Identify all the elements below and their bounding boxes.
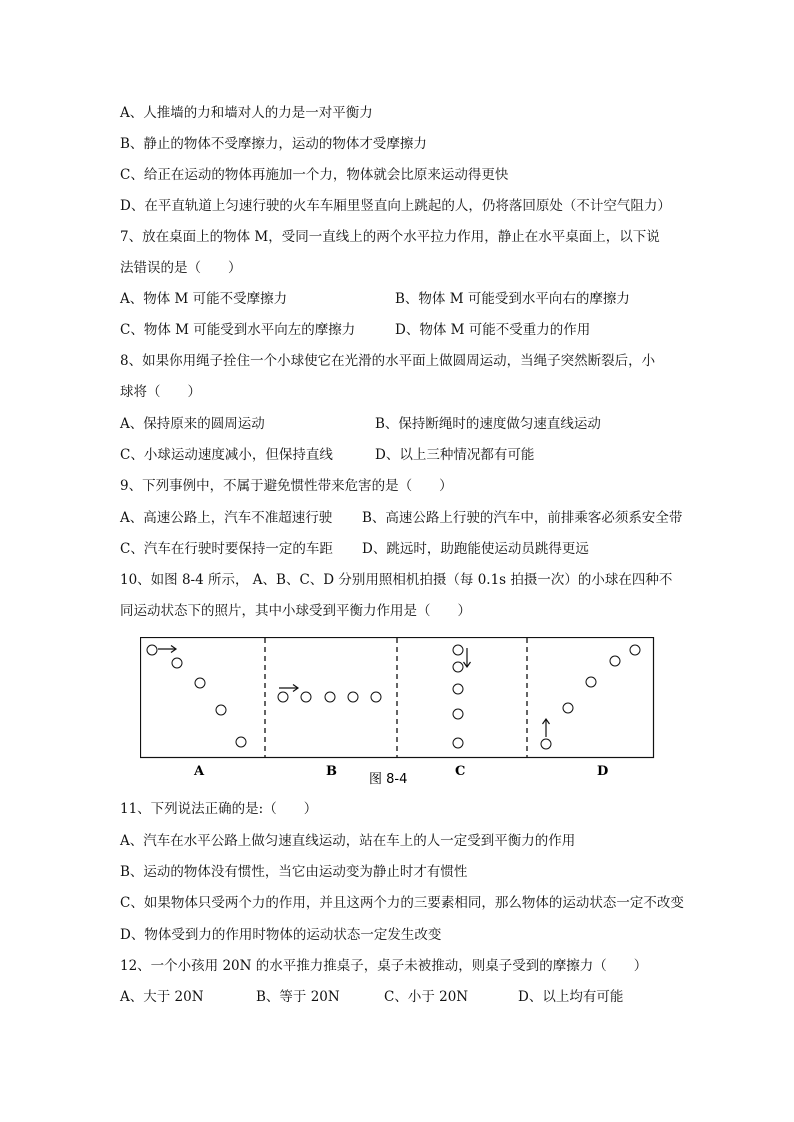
q11-option-d: D、物体受到力的作用时物体的运动状态一定发生改变 xyxy=(120,927,442,943)
panel-c-balls xyxy=(453,645,463,748)
q11-option-b: B、运动的物体没有惯性，当它由运动变为静止时才有惯性 xyxy=(120,864,468,880)
panel-label-a: A xyxy=(194,764,205,779)
q10-stem-line1: 10、如图 8-4 所示， A、B、C、D 分别用照相机拍摄（每 0.1s 拍摄一次）的小球在四种不 xyxy=(120,572,673,588)
q8-stem-line2: 球将（ ） xyxy=(120,384,201,400)
ball xyxy=(541,739,551,749)
ball xyxy=(453,645,463,655)
q12-option-c: C、小于 20N xyxy=(384,989,469,1005)
ball xyxy=(147,645,157,655)
ball xyxy=(586,677,596,687)
ball xyxy=(563,703,573,713)
q8-option-c: C、小球运动速度减小，但保持直线 xyxy=(120,447,333,463)
q11-stem: 11、下列说法正确的是:（ ） xyxy=(120,801,318,817)
q9-option-c: C、汽车在行驶时要保持一定的车距 xyxy=(120,541,333,557)
q8-option-a: A、保持原来的圆周运动 xyxy=(120,416,265,432)
panel-a-arrow-icon xyxy=(158,646,176,653)
ball xyxy=(216,705,226,715)
q7-option-d: D、物体 M 可能不受重力的作用 xyxy=(395,322,591,338)
q9-option-a: A、高速公路上，汽车不准超速行驶 xyxy=(120,510,333,526)
q9-option-b: B、高速公路上行驶的汽车中，前排乘客必须系安全带 xyxy=(362,510,683,526)
ball xyxy=(453,738,463,748)
panel-c-arrow-icon xyxy=(464,648,471,667)
q7-option-a: A、物体 M 可能不受摩擦力 xyxy=(120,291,288,307)
q12-option-d: D、以上均有可能 xyxy=(518,989,624,1005)
panel-b-arrow-icon xyxy=(279,685,298,692)
ball xyxy=(630,645,640,655)
ball xyxy=(301,692,311,702)
q7-stem-line1: 7、放在桌面上的物体 M，受同一直线上的两个水平拉力作用，静止在水平桌面上，以下说 xyxy=(120,229,660,245)
q6-option-c: C、给正在运动的物体再施加一个力，物体就会比原来运动得更快 xyxy=(120,167,509,183)
ball xyxy=(278,692,288,702)
panel-d-balls xyxy=(541,645,640,749)
q7-option-b: B、物体 M 可能受到水平向右的摩擦力 xyxy=(395,291,630,307)
q11-option-c: C、如果物体只受两个力的作用，并且这两个力的三要素相同，那么物体的运动状态一定不改变 xyxy=(120,895,684,911)
ball xyxy=(453,662,463,672)
panel-label-d: D xyxy=(597,764,609,779)
panel-label-b: B xyxy=(326,764,337,779)
q8-stem-line1: 8、如果你用绳子拴住一个小球使它在光滑的水平面上做圆周运动，当绳子突然断裂后，小 xyxy=(120,353,656,369)
q12-option-a: A、大于 20N xyxy=(120,989,204,1005)
figure-caption: 图 8-4 xyxy=(369,772,408,787)
ball xyxy=(453,709,463,719)
ball xyxy=(610,656,620,666)
ball xyxy=(348,692,358,702)
q7-stem-line2: 法错误的是（ ） xyxy=(120,260,242,276)
q6-option-a: A、人推墙的力和墙对人的力是一对平衡力 xyxy=(120,105,373,121)
q12-stem: 12、一个小孩用 20N 的水平推力推桌子，桌子未被推动，则桌子受到的摩擦力（ ） xyxy=(120,958,648,974)
q6-option-d: D、在平直轨道上匀速行驶的火车车厢里竖直向上跳起的人，仍将落回原处（不计空气阻力） xyxy=(120,198,671,214)
ball xyxy=(195,678,205,688)
ball xyxy=(236,737,246,747)
q7-option-c: C、物体 M 可能受到水平向左的摩擦力 xyxy=(120,322,356,338)
ball xyxy=(371,692,381,702)
ball xyxy=(453,684,463,694)
panel-label-c: C xyxy=(455,764,466,779)
q11-option-a: A、汽车在水平公路上做匀速直线运动，站在车上的人一定受到平衡力的作用 xyxy=(120,833,576,849)
q9-stem: 9、下列事例中，不属于避免惯性带来危害的是（ ） xyxy=(120,478,453,494)
panel-b-balls xyxy=(278,692,381,702)
q12-option-b: B、等于 20N xyxy=(256,989,340,1005)
figure-8-4 xyxy=(140,637,658,787)
q6-option-b: B、静止的物体不受摩擦力，运动的物体才受摩擦力 xyxy=(120,136,427,152)
ball xyxy=(172,658,182,668)
q10-stem-line2: 同运动状态下的照片，其中小球受到平衡力作用是（ ） xyxy=(120,603,471,619)
q9-option-d: D、跳远时，助跑能使运动员跳得更远 xyxy=(362,541,589,557)
q8-option-d: D、以上三种情况都有可能 xyxy=(375,447,535,463)
panel-a-balls xyxy=(147,645,246,747)
ball xyxy=(325,692,335,702)
q8-option-b: B、保持断绳时的速度做匀速直线运动 xyxy=(375,416,601,432)
panel-d-arrow-icon xyxy=(543,719,550,737)
